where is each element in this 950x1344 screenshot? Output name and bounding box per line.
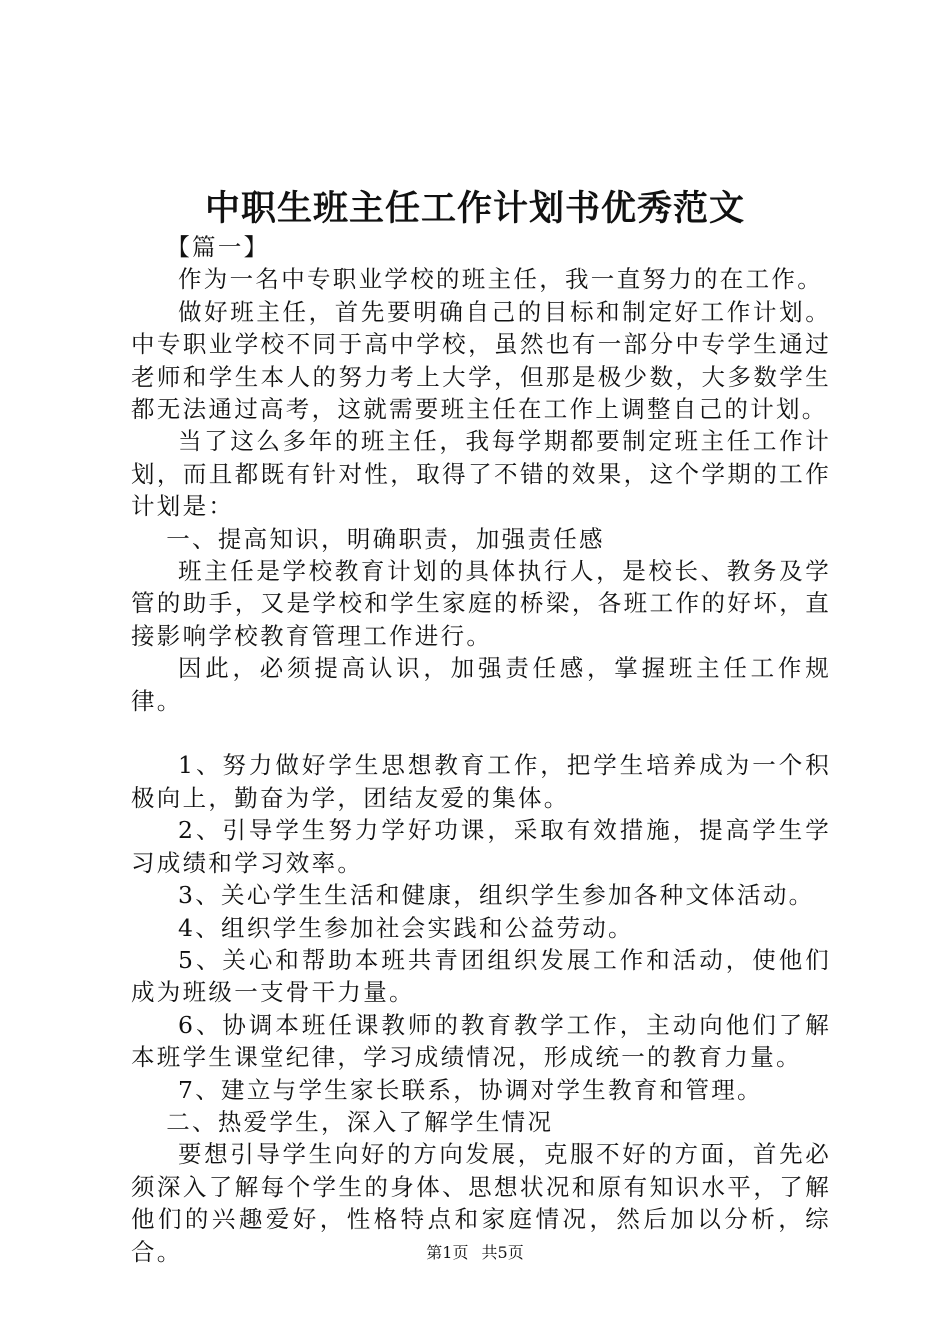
page-number: 第1页 [426,1243,469,1262]
section-heading-1: 一、提高知识，明确职责，加强责任感 [166,524,605,553]
paragraph-6: 要想引导学生向好的方向发展，克服不好的方面，首先必须深入了解每个学生的身体、思想状况和原有知识水平，了解他们的兴趣爱好，性格特点和家庭情况，然后加以分析，综合。 [131,1140,831,1266]
list-item-5: 5、关心和帮助本班共青团组织发展工作和活动，使他们成为班级一支骨干力量。 [131,945,831,1007]
list-item-4: 4、组织学生参加社会实践和公益劳动。 [178,913,634,942]
paragraph-5: 因此，必须提高认识，加强责任感，掌握班主任工作规律。 [131,654,831,715]
section-label: 【篇一】 [166,233,270,261]
list-item-1: 1、努力做好学生思想教育工作，把学生培养成为一个积极向上，勤奋为学，团结友爱的集体。 [131,751,831,812]
list-item-2: 2、引导学生努力学好功课，采取有效措施，提高学生学习成绩和学习效率。 [131,816,831,877]
document-body [131,231,831,1268]
list-item-7: 7、建立与学生家长联系，协调对学生教育和管理。 [178,1075,763,1104]
section-heading-2: 二、热爱学生，深入了解学生情况 [166,1107,554,1136]
page-footer [0,1242,950,1264]
paragraph-3: 当了这么多年的班主任，我每学期都要制定班主任工作计划，而且都既有针对性，取得了不错的效果，这个学期的工作计划是： [131,427,831,521]
page-total: 共5页 [481,1243,524,1262]
blank-line [131,717,831,749]
paragraph-4: 班主任是学校教育计划的具体执行人，是校长、教务及学管的助手，又是学校和学生家庭的桥梁，各班工作的好坏，直接影响学校教育管理工作进行。 [131,557,831,650]
paragraph-2: 做好班主任，首先要明确自己的目标和制定好工作计划。中专职业学校不同于高中学校，虽然也有一部分中专学生通过老师和学生本人的努力考上大学，但那是极少数，大多数学生都无法通过高考，这就需要班主任在工作上调整自己的计划。 [131,297,831,424]
paragraph-1: 作为一名中专职业学校的班主任，我一直努力的在工作。 [178,265,823,294]
document-title: 中职生班主任工作计划书优秀范文 [204,188,745,229]
list-item-6: 6、协调本班任课教师的教育教学工作，主动向他们了解本班学生课堂纪律，学习成绩情况，形成统一的教育力量。 [131,1010,831,1072]
list-item-3: 3、关心学生生活和健康，组织学生参加各种文体活动。 [178,881,815,910]
